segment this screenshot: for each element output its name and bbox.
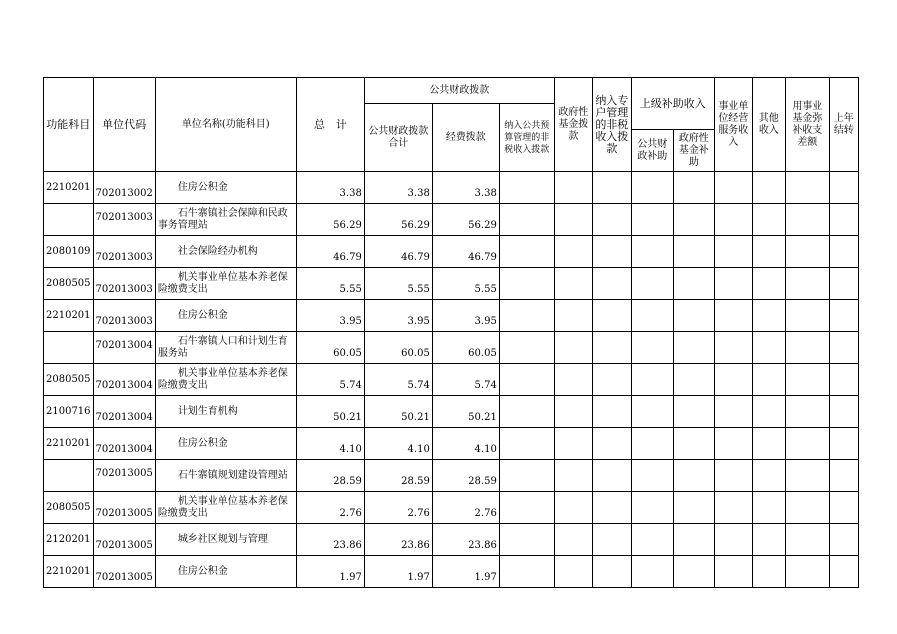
func-code-cell: 2120201	[44, 524, 94, 556]
func-code-cell	[44, 204, 94, 236]
empty-cell	[554, 204, 592, 236]
empty-cell	[785, 268, 829, 300]
total-cell: 4.10	[296, 428, 364, 460]
total-cell: 5.74	[296, 364, 364, 396]
total-cell: 2.76	[296, 492, 364, 524]
func-code-cell: 2210201	[44, 428, 94, 460]
empty-cell	[829, 204, 858, 236]
empty-cell	[554, 364, 592, 396]
empty-cell	[829, 524, 858, 556]
empty-cell	[714, 300, 752, 332]
funding-cell: 5.74	[432, 364, 499, 396]
total-cell: 3.95	[296, 300, 364, 332]
empty-cell	[631, 492, 673, 524]
empty-cell	[785, 524, 829, 556]
unit-name-cell	[155, 524, 296, 556]
public-fiscal-total-cell: 50.21	[364, 396, 432, 428]
empty-cell	[714, 332, 752, 364]
unit-name-text: 石牛寨镇规划建设管理站	[177, 469, 288, 481]
empty-cell	[499, 268, 554, 300]
header-public-fiscal-total: 公共财政拨款合计	[364, 104, 432, 172]
unit-code-cell: 702013003	[93, 236, 155, 268]
empty-cell	[673, 364, 714, 396]
empty-cell	[499, 236, 554, 268]
header-upper-subsidy: 上级补助收入	[631, 78, 714, 130]
empty-cell	[592, 300, 631, 332]
funding-cell: 50.21	[432, 396, 499, 428]
empty-cell	[752, 236, 785, 268]
table-row	[44, 268, 859, 300]
empty-cell	[499, 460, 554, 492]
unit-code-cell: 702013005	[93, 492, 155, 524]
empty-cell	[829, 172, 858, 204]
public-fiscal-total-cell: 3.38	[364, 172, 432, 204]
empty-cell	[499, 396, 554, 428]
funding-cell: 5.55	[432, 268, 499, 300]
empty-cell	[631, 524, 673, 556]
empty-cell	[554, 332, 592, 364]
empty-cell	[554, 396, 592, 428]
unit-code-cell: 702013004	[93, 428, 155, 460]
funding-cell: 28.59	[432, 460, 499, 492]
empty-cell	[673, 396, 714, 428]
unit-name-cell	[155, 428, 296, 460]
table-row	[44, 492, 859, 524]
empty-cell	[673, 460, 714, 492]
empty-cell	[554, 492, 592, 524]
empty-cell	[592, 332, 631, 364]
unit-name-text: 住房公积金	[177, 437, 228, 449]
table-row	[44, 172, 859, 204]
empty-cell	[829, 396, 858, 428]
unit-name-text: 住房公积金	[177, 181, 228, 193]
header-business-income: 事业单位经营服务收入	[714, 78, 752, 172]
public-fiscal-total-cell: 4.10	[364, 428, 432, 460]
empty-cell	[499, 364, 554, 396]
table-row	[44, 236, 859, 268]
empty-cell	[592, 172, 631, 204]
func-code-cell: 2080505	[44, 492, 94, 524]
empty-cell	[714, 364, 752, 396]
empty-cell	[499, 300, 554, 332]
table-row	[44, 524, 859, 556]
empty-cell	[554, 460, 592, 492]
total-cell: 46.79	[296, 236, 364, 268]
public-fiscal-total-cell: 5.74	[364, 364, 432, 396]
unit-name-cell	[155, 332, 296, 364]
funding-cell: 46.79	[432, 236, 499, 268]
empty-cell	[631, 172, 673, 204]
empty-cell	[714, 524, 752, 556]
total-cell: 28.59	[296, 460, 364, 492]
empty-cell	[829, 236, 858, 268]
empty-cell	[714, 492, 752, 524]
empty-cell	[752, 428, 785, 460]
empty-cell	[554, 300, 592, 332]
func-code-cell: 2100716	[44, 396, 94, 428]
unit-code-cell: 702013004	[93, 396, 155, 428]
empty-cell	[785, 172, 829, 204]
empty-cell	[592, 396, 631, 428]
empty-cell	[785, 492, 829, 524]
funding-cell: 23.86	[432, 524, 499, 556]
empty-cell	[631, 268, 673, 300]
unit-name-cell	[155, 556, 296, 588]
unit-name-cell	[155, 268, 296, 300]
total-cell: 56.29	[296, 204, 364, 236]
empty-cell	[829, 428, 858, 460]
empty-cell	[785, 204, 829, 236]
unit-name-cell	[155, 396, 296, 428]
unit-code-cell: 702013003	[93, 268, 155, 300]
unit-name-cell	[155, 364, 296, 396]
empty-cell	[752, 460, 785, 492]
empty-cell	[714, 556, 752, 588]
empty-cell	[785, 332, 829, 364]
unit-name-cell	[155, 172, 296, 204]
empty-cell	[592, 556, 631, 588]
public-fiscal-total-cell: 5.55	[364, 268, 432, 300]
total-cell: 3.38	[296, 172, 364, 204]
empty-cell	[554, 524, 592, 556]
unit-name-text: 石牛寨镇人口和计划生育服务站	[157, 335, 288, 359]
empty-cell	[829, 332, 858, 364]
public-fiscal-total-cell: 56.29	[364, 204, 432, 236]
empty-cell	[631, 428, 673, 460]
header-func-code: 功能科目	[44, 78, 94, 172]
table-row	[44, 204, 859, 236]
table-row	[44, 364, 859, 396]
empty-cell	[673, 204, 714, 236]
table-row	[44, 332, 859, 364]
unit-name-cell	[155, 492, 296, 524]
unit-name-text: 机关事业单位基本养老保险缴费支出	[157, 367, 288, 391]
header-fund-cover: 用事业基金弥补收支差额	[785, 78, 829, 172]
public-fiscal-total-cell: 28.59	[364, 460, 432, 492]
public-fiscal-total-cell: 3.95	[364, 300, 432, 332]
header-gov-fund: 政府性基金拨款	[554, 78, 592, 172]
empty-cell	[673, 556, 714, 588]
unit-code-cell: 702013002	[93, 172, 155, 204]
empty-cell	[631, 396, 673, 428]
unit-name-cell	[155, 460, 296, 492]
unit-name-text: 城乡社区规划与管理	[177, 533, 268, 545]
empty-cell	[752, 396, 785, 428]
empty-cell	[714, 396, 752, 428]
empty-cell	[752, 172, 785, 204]
empty-cell	[554, 428, 592, 460]
empty-cell	[785, 236, 829, 268]
empty-cell	[785, 460, 829, 492]
header-other-income: 其他收入	[752, 78, 785, 172]
empty-cell	[752, 332, 785, 364]
funding-cell: 3.38	[432, 172, 499, 204]
header-upper-gov-fund: 政府性基金补助	[673, 130, 714, 172]
empty-cell	[673, 268, 714, 300]
empty-cell	[499, 204, 554, 236]
total-cell: 1.97	[296, 556, 364, 588]
header-nontax-budget: 纳入公共预算管理的非税收入拨款	[499, 104, 554, 172]
empty-cell	[673, 300, 714, 332]
unit-name-cell	[155, 300, 296, 332]
table-row	[44, 556, 859, 588]
empty-cell	[592, 268, 631, 300]
empty-cell	[752, 556, 785, 588]
funding-cell: 60.05	[432, 332, 499, 364]
empty-cell	[499, 556, 554, 588]
empty-cell	[752, 492, 785, 524]
empty-cell	[829, 556, 858, 588]
empty-cell	[714, 172, 752, 204]
total-cell: 60.05	[296, 332, 364, 364]
table-row	[44, 428, 859, 460]
unit-code-cell: 702013003	[93, 300, 155, 332]
empty-cell	[631, 332, 673, 364]
empty-cell	[752, 364, 785, 396]
funding-cell: 2.76	[432, 492, 499, 524]
func-code-cell: 2210201	[44, 172, 94, 204]
empty-cell	[631, 556, 673, 588]
funding-cell: 1.97	[432, 556, 499, 588]
func-code-cell: 2080109	[44, 236, 94, 268]
unit-name-cell	[155, 204, 296, 236]
funding-cell: 4.10	[432, 428, 499, 460]
public-fiscal-total-cell: 1.97	[364, 556, 432, 588]
empty-cell	[752, 204, 785, 236]
unit-name-text: 石牛寨镇社会保障和民政事务管理站	[157, 207, 288, 231]
unit-name-text: 计划生育机构	[177, 405, 238, 417]
unit-name-text: 机关事业单位基本养老保险缴费支出	[157, 271, 288, 295]
empty-cell	[631, 364, 673, 396]
unit-code-cell: 702013003	[93, 204, 155, 236]
empty-cell	[592, 524, 631, 556]
empty-cell	[785, 428, 829, 460]
total-cell: 23.86	[296, 524, 364, 556]
empty-cell	[592, 492, 631, 524]
empty-cell	[829, 268, 858, 300]
table-row	[44, 300, 859, 332]
empty-cell	[499, 492, 554, 524]
empty-cell	[673, 492, 714, 524]
table-row	[44, 396, 859, 428]
header-upper-public: 公共财政补助	[631, 130, 673, 172]
func-code-cell	[44, 332, 94, 364]
empty-cell	[714, 428, 752, 460]
empty-cell	[714, 268, 752, 300]
empty-cell	[673, 236, 714, 268]
public-fiscal-total-cell: 23.86	[364, 524, 432, 556]
empty-cell	[554, 556, 592, 588]
total-cell: 50.21	[296, 396, 364, 428]
empty-cell	[752, 300, 785, 332]
funding-cell: 3.95	[432, 300, 499, 332]
func-code-cell: 2080505	[44, 268, 94, 300]
empty-cell	[554, 236, 592, 268]
total-cell: 5.55	[296, 268, 364, 300]
func-code-cell	[44, 460, 94, 492]
empty-cell	[592, 364, 631, 396]
empty-cell	[785, 364, 829, 396]
unit-name-text: 住房公积金	[177, 565, 228, 577]
empty-cell	[499, 172, 554, 204]
empty-cell	[673, 524, 714, 556]
unit-code-cell: 702013004	[93, 332, 155, 364]
unit-code-cell: 702013005	[93, 556, 155, 588]
empty-cell	[499, 332, 554, 364]
header-public-fiscal: 公共财政拨款	[364, 78, 554, 104]
empty-cell	[673, 332, 714, 364]
func-code-cell: 2210201	[44, 300, 94, 332]
empty-cell	[785, 300, 829, 332]
empty-cell	[554, 172, 592, 204]
unit-code-cell: 702013005	[93, 524, 155, 556]
empty-cell	[499, 428, 554, 460]
empty-cell	[752, 524, 785, 556]
unit-code-cell: 702013005	[93, 460, 155, 492]
empty-cell	[631, 236, 673, 268]
empty-cell	[499, 524, 554, 556]
empty-cell	[829, 300, 858, 332]
unit-name-text: 机关事业单位基本养老保险缴费支出	[157, 495, 288, 519]
empty-cell	[673, 428, 714, 460]
empty-cell	[631, 300, 673, 332]
table-row	[44, 460, 859, 492]
func-code-cell: 2080505	[44, 364, 94, 396]
empty-cell	[631, 204, 673, 236]
unit-name-text: 社会保险经办机构	[177, 245, 258, 257]
func-code-cell: 2210201	[44, 556, 94, 588]
public-fiscal-total-cell: 2.76	[364, 492, 432, 524]
empty-cell	[752, 268, 785, 300]
public-fiscal-total-cell: 60.05	[364, 332, 432, 364]
empty-cell	[829, 364, 858, 396]
empty-cell	[554, 268, 592, 300]
empty-cell	[631, 460, 673, 492]
unit-name-text: 住房公积金	[177, 309, 228, 321]
budget-table	[43, 77, 859, 588]
header-unit-code: 单位代码	[93, 78, 155, 172]
empty-cell	[592, 236, 631, 268]
empty-cell	[673, 172, 714, 204]
empty-cell	[592, 460, 631, 492]
unit-name-cell	[155, 236, 296, 268]
header-total: 总 计	[296, 78, 364, 172]
empty-cell	[714, 236, 752, 268]
empty-cell	[785, 396, 829, 428]
header-unit-name: 单位名称(功能科目)	[155, 78, 296, 172]
empty-cell	[829, 492, 858, 524]
empty-cell	[592, 428, 631, 460]
funding-cell: 56.29	[432, 204, 499, 236]
empty-cell	[714, 460, 752, 492]
public-fiscal-total-cell: 46.79	[364, 236, 432, 268]
header-carryover: 上年结转	[829, 78, 858, 172]
empty-cell	[592, 204, 631, 236]
empty-cell	[785, 556, 829, 588]
empty-cell	[714, 204, 752, 236]
header-funding: 经费拨款	[432, 104, 499, 172]
unit-code-cell: 702013004	[93, 364, 155, 396]
header-special-nontax: 纳入专户管理的非税收入拨款	[592, 78, 631, 172]
empty-cell	[829, 460, 858, 492]
